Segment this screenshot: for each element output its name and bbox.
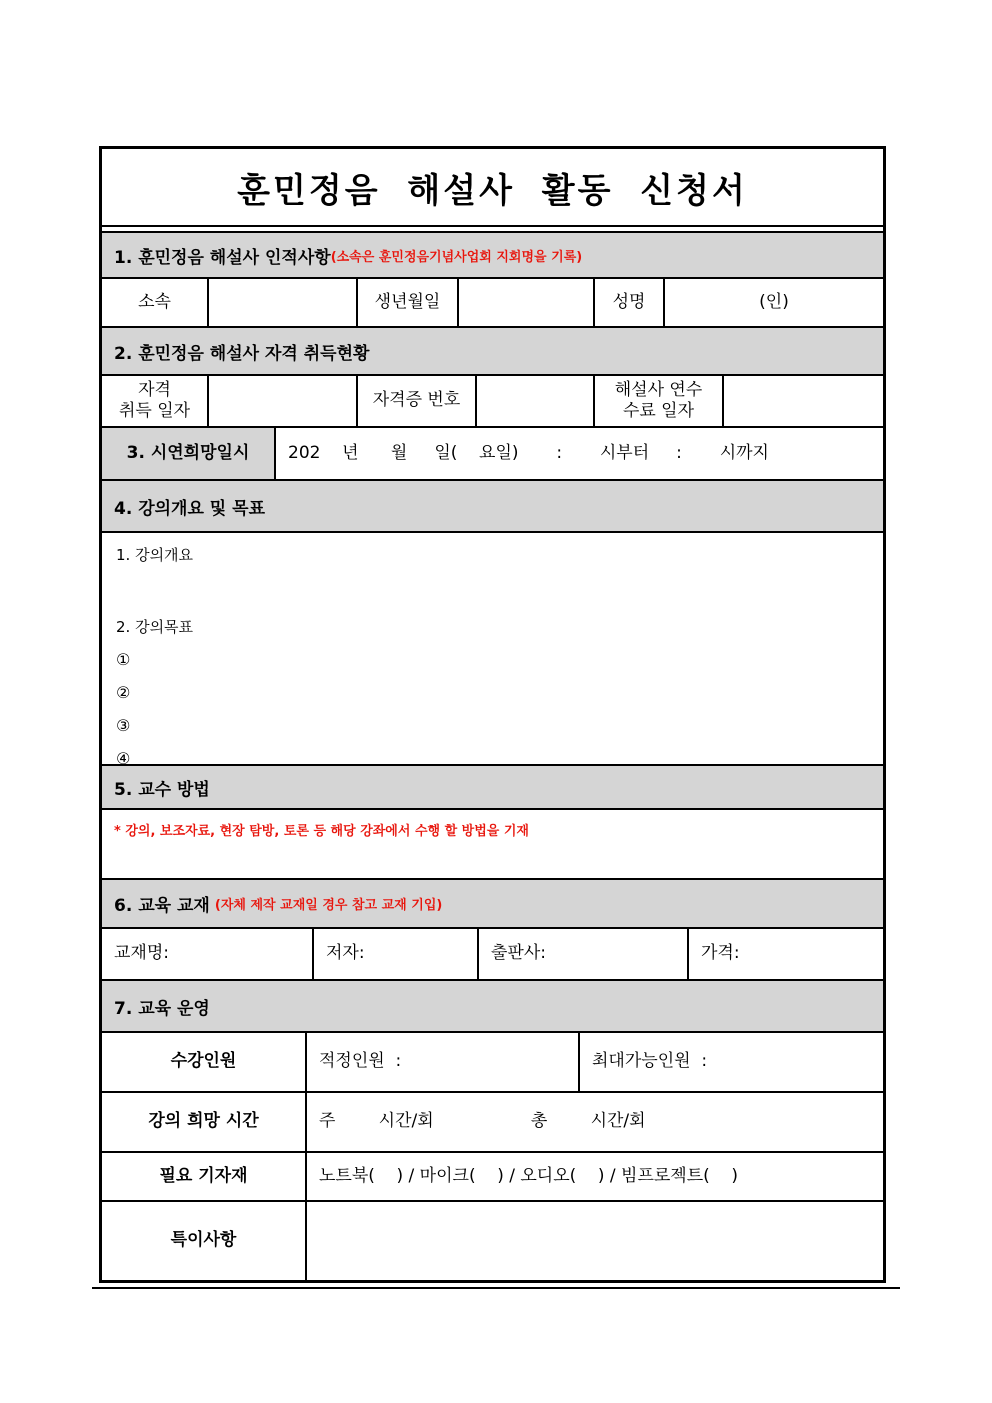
affiliation-input-cell[interactable]: [209, 279, 358, 326]
textbook-name-cell[interactable]: [102, 929, 314, 979]
affiliation-label: 소속: [102, 279, 209, 326]
author-label: 저자:: [326, 943, 365, 964]
lecture-overview-label: 1. 강의개요: [116, 546, 194, 564]
section4-header: [102, 481, 883, 533]
application-form: [99, 146, 886, 1283]
cert-number-label: 자격증 번호: [358, 376, 477, 426]
price-cell[interactable]: [689, 929, 883, 979]
special-notes-row: [102, 1202, 883, 1280]
publisher-label: 출판사:: [491, 943, 546, 964]
special-notes-input-cell[interactable]: [307, 1202, 883, 1280]
price-label: 가격:: [701, 943, 740, 964]
cert-date-label: 자격 취득 일자: [102, 376, 209, 426]
demo-date-row: [102, 428, 883, 481]
section7-header: [102, 981, 883, 1033]
footer-rule: [92, 1287, 900, 1289]
objective-item-2: ②: [116, 683, 131, 702]
section6-heading: 6. 교육 교재: [114, 896, 210, 916]
name-label: 성명: [595, 279, 665, 326]
lecture-hours-row: [102, 1093, 883, 1153]
equipment-label: 필요 기자재: [102, 1153, 307, 1200]
lecture-hours-value[interactable]: 주 시간/회 총 시간/회: [319, 1111, 646, 1132]
training-date-label: 해설사 연수 수료 일자: [595, 376, 724, 426]
textbook-name-label: 교재명:: [114, 943, 169, 964]
section1-header: [102, 233, 883, 279]
teaching-method-note: * 강의, 보조자료, 현장 탐방, 토론 등 해당 강좌에서 수행 할 방법을 기재: [114, 824, 529, 839]
section2-header: [102, 328, 883, 376]
demo-date-value[interactable]: 202 년 월 일( 요일) : 시부터 : 시까지: [288, 442, 769, 463]
lecture-hours-label: 강의 희망 시간: [102, 1093, 307, 1151]
cert-number-input-cell[interactable]: [477, 376, 595, 426]
special-notes-label: 특이사항: [102, 1202, 307, 1280]
proper-capacity-cell[interactable]: 적정인원 :: [307, 1033, 580, 1091]
section6-header: [102, 880, 883, 929]
section1-heading: 1. 훈민정음 해설사 인적사항: [114, 247, 331, 268]
max-capacity-cell[interactable]: 최대가능인원 :: [592, 1051, 708, 1072]
equipment-row: [102, 1153, 883, 1202]
objective-item-1: ①: [116, 650, 131, 669]
lecture-overview-cell[interactable]: [102, 533, 883, 766]
publisher-cell[interactable]: [479, 929, 689, 979]
objective-item-3: ③: [116, 716, 131, 735]
enrollment-row: [102, 1033, 883, 1093]
section5-header: [102, 766, 883, 810]
enrollment-label: 수강인원: [102, 1033, 307, 1091]
teaching-method-cell[interactable]: [102, 810, 883, 880]
page-title: 훈민정음 해설사 활동 신청서: [237, 170, 748, 211]
demo-date-heading: 3. 시연희망일시: [102, 428, 276, 479]
name-seal-cell[interactable]: (인): [759, 291, 789, 312]
section7-heading: 7. 교육 운영: [114, 998, 210, 1019]
birthdate-input-cell[interactable]: [459, 279, 595, 326]
section5-heading: 5. 교수 방법: [114, 779, 210, 800]
section2-heading: 2. 훈민정음 해설사 자격 취득현황: [114, 343, 370, 364]
author-cell[interactable]: [314, 929, 479, 979]
birthdate-label: 생년월일: [358, 279, 459, 326]
textbook-row: [102, 929, 883, 981]
section4-heading: 4. 강의개요 및 목표: [114, 498, 265, 519]
training-date-input-cell[interactable]: [724, 376, 883, 426]
personal-info-row: [102, 279, 883, 328]
section1-note: (소속은 훈민정음기념사업회 지회명을 기록): [330, 249, 583, 265]
lecture-objective-label: 2. 강의목표: [116, 618, 194, 636]
qualification-row: [102, 376, 883, 428]
title-row: [102, 149, 883, 227]
cert-date-input-cell[interactable]: [209, 376, 358, 426]
section6-note: (자체 제작 교재일 경우 참고 교재 기입): [214, 898, 443, 913]
equipment-value[interactable]: 노트북( ) / 마이크( ) / 오디오( ) / 빔프로젝트( ): [319, 1165, 739, 1186]
objective-item-4: ④: [116, 749, 131, 768]
